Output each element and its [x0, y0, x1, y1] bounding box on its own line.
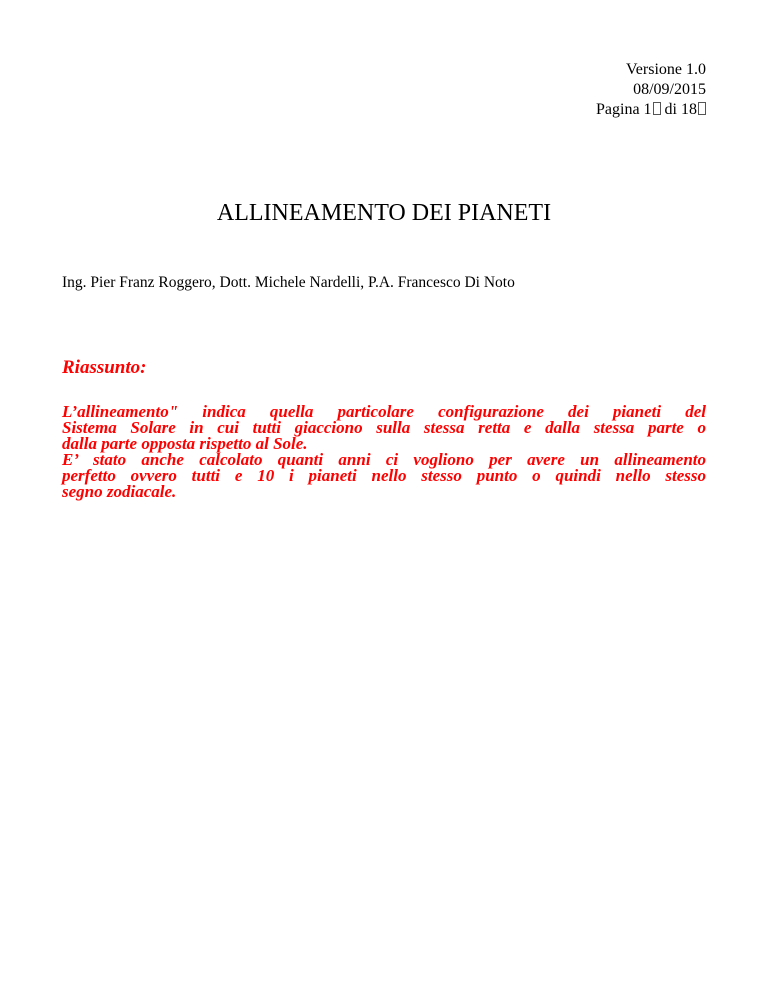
abstract-line: E’ stato anche calcolato quanti anni ci vogliono per avere un allineamento	[62, 450, 706, 469]
document-header	[596, 60, 706, 120]
abstract-paragraph-2	[62, 452, 706, 500]
abstract-heading: Riassunto:	[62, 357, 147, 378]
abstract-paragraph-1	[62, 404, 706, 452]
abstract-line: Sistema Solare in cui tutti giacciono sulla stessa retta e dalla stessa parte o	[62, 418, 706, 437]
abstract-line: L’allineamento" indica quella particolare configurazione dei pianeti del	[62, 402, 706, 421]
document-title: ALLINEAMENTO DEI PIANETI	[216, 200, 552, 226]
missing-glyph-box	[698, 102, 706, 115]
date-label: 08/09/2015	[633, 81, 706, 98]
abstract-line: perfetto ovvero tutti e 10 i pianeti nello stesso punto o quindi nello stesso	[62, 466, 706, 485]
abstract-body	[62, 404, 706, 500]
page-mid: di 18	[660, 101, 697, 118]
missing-glyph-box	[653, 102, 661, 115]
version-label: Versione 1.0	[626, 61, 706, 78]
authors-line: Ing. Pier Franz Roggero, Dott. Michele Nardelli, P.A. Francesco Di Noto	[62, 274, 515, 291]
abstract-line: segno zodiacale.	[62, 482, 177, 501]
abstract-line: dalla parte opposta rispetto al Sole.	[62, 434, 308, 453]
page-prefix: Pagina 1	[596, 101, 652, 118]
page-number	[596, 100, 706, 120]
